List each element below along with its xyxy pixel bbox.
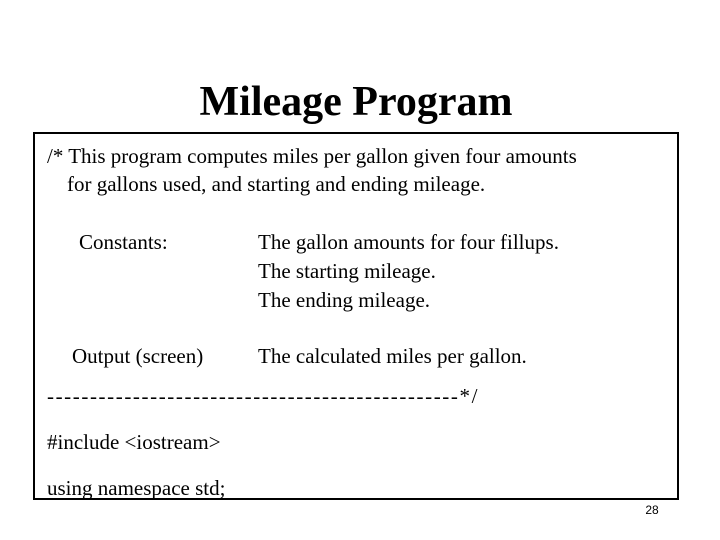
constants-value-ending-mileage: The ending mileage. xyxy=(258,288,431,312)
page-number: 28 xyxy=(645,503,659,517)
comment-line-2: for gallons used, and starting and ending mileage. xyxy=(67,172,486,196)
code-box xyxy=(33,132,679,500)
constants-label: Constants: xyxy=(79,230,168,254)
slide-title: Mileage Program xyxy=(199,79,513,125)
constants-value-starting-mileage: The starting mileage. xyxy=(258,259,436,283)
output-label: Output (screen) xyxy=(72,344,204,368)
include-line: #include <iostream> xyxy=(47,430,221,454)
comment-line-1: /* This program computes miles per gallon given four amounts xyxy=(47,144,577,168)
output-value: The calculated miles per gallon. xyxy=(258,344,527,368)
namespace-line: using namespace std; xyxy=(47,476,226,500)
constants-value-gallons: The gallon amounts for four fillups. xyxy=(258,230,559,254)
comment-end-dashes: ------------------------------------------------*/ xyxy=(47,384,480,408)
